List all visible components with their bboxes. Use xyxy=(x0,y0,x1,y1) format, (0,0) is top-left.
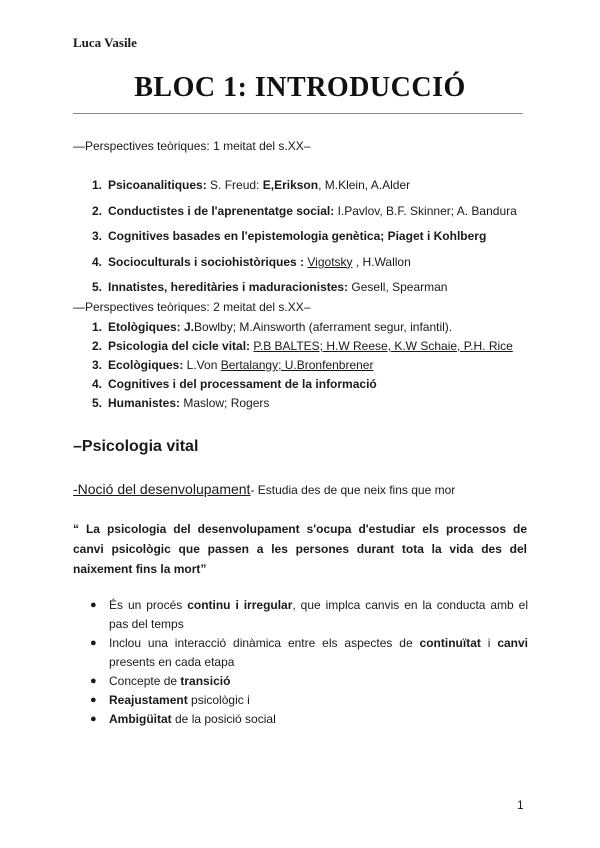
list-item: 5. Innatistes, hereditàries i maduracionistes: Gesell, Spearman xyxy=(92,280,448,294)
list-item: 5. Humanistes: Maslow; Rogers xyxy=(92,396,270,410)
list-item: 3. Ecològiques: L.Von Bertalangy; U.Bronfenbrener xyxy=(92,358,374,372)
list-item: 4. Socioculturals i sociohistòriques : Vigotsky , H.Wallon xyxy=(92,254,411,269)
list-item: 1. Psicoanalitiques: S. Freud: E,Erikson, M.Klein, A.Alder xyxy=(92,178,411,192)
section1-heading: —Perspectives teòriques: 1 meitat del s.XX– xyxy=(73,139,311,153)
bullet-icon: ● xyxy=(90,637,97,649)
bullet-icon: ● xyxy=(90,713,97,725)
list-item: ● És un procés continu i irregular, que implca canvis en la conducta amb el pas del temps xyxy=(90,598,529,631)
page-number: 1 xyxy=(517,798,524,812)
list-item: 4. Cognitives i del processament de la informació xyxy=(92,377,377,391)
list-item: ● Inclou una interacció dinàmica entre els aspectes de continuïtat i canvi presents en cada etapa xyxy=(90,636,528,669)
nocio-line xyxy=(73,481,455,497)
nocio-title: -Noció del desenvolupament xyxy=(73,481,251,497)
page-title: BLOC 1: INTRODUCCIÓ xyxy=(134,72,466,103)
definition-quote: “ La psicologia del desenvolupament s'ocupa d'estudiar els processos de canvi psicològic que passen a les persones durant tota la vida des del naixement fins la mort” xyxy=(73,522,527,576)
psicologia-vital-heading: –Psicologia vital xyxy=(73,438,199,455)
list-item: ● Reajustament psicològic i xyxy=(73,691,528,710)
characteristics-list xyxy=(73,596,528,729)
list-item: 2. Conductistes i de l'aprenentatge social: I.Pavlov, B.F. Skinner; A. Bandura xyxy=(92,203,517,218)
list-item: 3. Cognitives basades en l'epistemologia genètica; Piaget i Kohlberg xyxy=(92,229,487,243)
link-bertalangy[interactable]: Bertalangy; U.Bronfenbrener xyxy=(220,358,374,372)
list-item: ● Ambigüitat de la posició social xyxy=(73,710,528,729)
bullet-icon: ● xyxy=(90,694,97,706)
link-vigotsky[interactable]: Vigotsky xyxy=(307,254,353,269)
list-item: 2. Psicologia del cicle vital: P.B BALTES; H.W Reese, K.W Schaie, P.H. Rice xyxy=(92,339,513,353)
list-item: ● Concepte de transició xyxy=(73,672,528,691)
link-baltes[interactable]: P.B BALTES; H.W Reese, K.W Schaie, P.H. Rice xyxy=(253,339,513,353)
section2-list xyxy=(73,320,533,415)
list-item: 1. Etològiques: J.Bowlby; M.Ainsworth (aferrament segur, infantil). xyxy=(92,320,453,334)
section1-list xyxy=(73,178,533,306)
nocio-text: - Estudia des de que neix fins que mor xyxy=(250,483,456,497)
bullet-icon: ● xyxy=(90,599,97,611)
section2-heading: —Perspectives teòriques: 2 meitat del s.XX– xyxy=(73,300,311,314)
title-divider xyxy=(73,113,523,114)
author-name: Luca Vasile xyxy=(73,35,137,50)
bullet-icon: ● xyxy=(90,675,97,687)
